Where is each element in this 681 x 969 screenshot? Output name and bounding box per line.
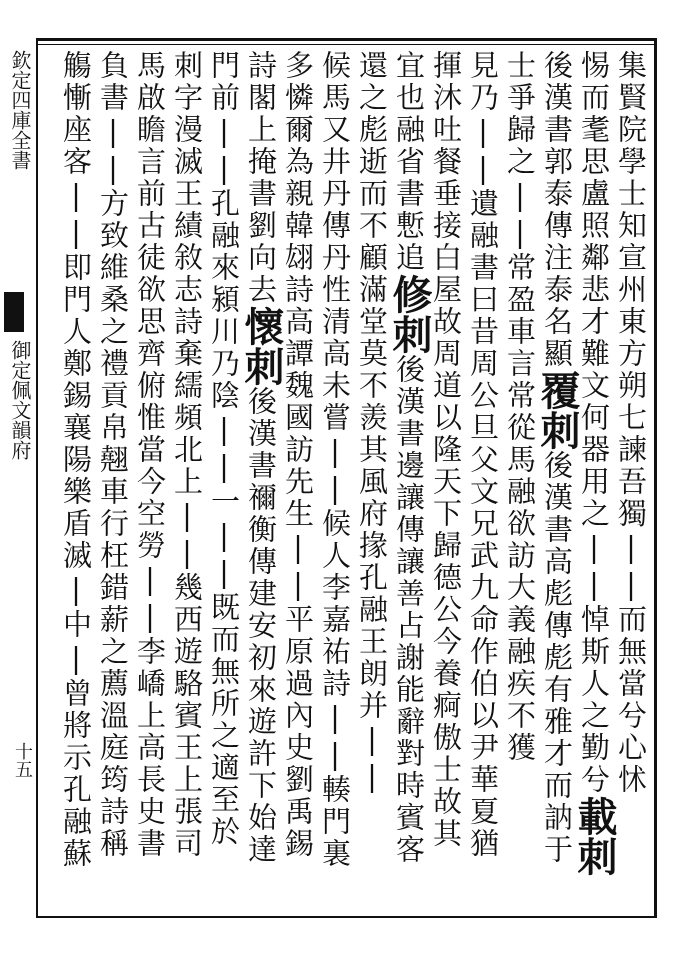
text-segment: 觴慚座客||即門人鄭錫襄陽樂盾滅|中|曾將示孔融蘇 (59, 50, 93, 870)
text-column (427, 50, 465, 910)
text-column (131, 50, 169, 910)
text-segment: 負書||方致維桑之禮貢帛翹車行枉錯薪之薦溫庭筠詩稱 (96, 50, 130, 860)
text-column (205, 50, 243, 910)
text-segment: 惕而耄思盧照鄰悲才難文何器用之||悼斯人之勤兮 (577, 50, 611, 796)
book-title-margin: 欽定四庫全書 (8, 50, 32, 170)
text-segment: 候馬又井丹傳丹性清高未嘗||候人李嘉祐詩||輳門裏 (318, 50, 352, 870)
text-segment: 集賢院學士知宣州東方朔七諫吾獨||而無當兮心怵 (614, 50, 648, 796)
text-column (279, 50, 317, 910)
heading-term: 覆刺 (534, 370, 581, 450)
heading-term: 修刺 (386, 274, 433, 354)
right-border-rule (654, 38, 657, 918)
text-segment: 揮沐吐餐垂接白屋故周道以隆天下歸德公今養痾傲士故其 (429, 50, 463, 850)
text-column (534, 50, 581, 910)
text-segment: 滿堂莫不羨其風府掾孔融王朗并|| (355, 274, 389, 796)
text-segment: 多憐爾為親韓翃詩高譚魏國訪先生||平原過內史劉禹錫 (281, 50, 315, 860)
text-segment: 後漢書高彪傳彪有雅才而訥于 (540, 450, 574, 866)
text-segment: 後漢書禰衡傳建安初來遊許下始達 (244, 386, 278, 866)
bottom-border-rule (36, 916, 656, 918)
inner-top-rule (36, 44, 656, 45)
text-segment: 詩閣上掩書劉向去 (244, 50, 278, 306)
section-title-margin: 御定佩文韻府 (8, 340, 32, 460)
page-number: 十五 (12, 742, 33, 778)
text-segment: 見乃||遺融書曰昔周公旦父文兄武九命作伯以尹華夏猶 (466, 50, 500, 860)
text-column (57, 50, 95, 910)
text-segment: 門前||孔融來 (207, 50, 241, 284)
text-segment: 後漢書邊讓傳讓善占謝能辭對時賓客 (392, 354, 426, 866)
text-segment: 士爭歸之||常盈車 (503, 50, 537, 348)
fishtail-mark (4, 292, 24, 332)
text-segment: 還之彪逝而不顧 (355, 50, 389, 274)
text-column (501, 50, 539, 910)
text-column (168, 50, 206, 910)
top-border-rule (36, 38, 656, 41)
heading-term: 載刺 (571, 796, 618, 876)
text-column (238, 50, 285, 910)
text-column (464, 50, 502, 910)
text-column (316, 50, 354, 910)
text-column (94, 50, 132, 910)
text-column (612, 50, 650, 910)
text-segment: 宜也融省書慙追 (392, 50, 426, 274)
heading-term: 懷刺 (238, 306, 285, 386)
text-column (571, 50, 618, 910)
text-segment: 馬啟瞻言前古徒欲思齊俯惟當今空勞||李嶠上高長史書 (133, 50, 167, 860)
text-column (386, 50, 433, 910)
text-segment: 言常從馬融欲訪大義融疾不獲 (503, 348, 537, 764)
text-segment: 後漢書郭泰傳注泰名顯 (540, 50, 574, 370)
text-column (353, 50, 391, 910)
left-border-rule (36, 38, 38, 918)
text-segment: 潁川乃陰||一||既而無所之適至於 (207, 284, 241, 848)
text-segment: 刺字漫滅王績敘志詩棄繻頻北上||幾西遊駱賓王上張司 (170, 50, 204, 860)
